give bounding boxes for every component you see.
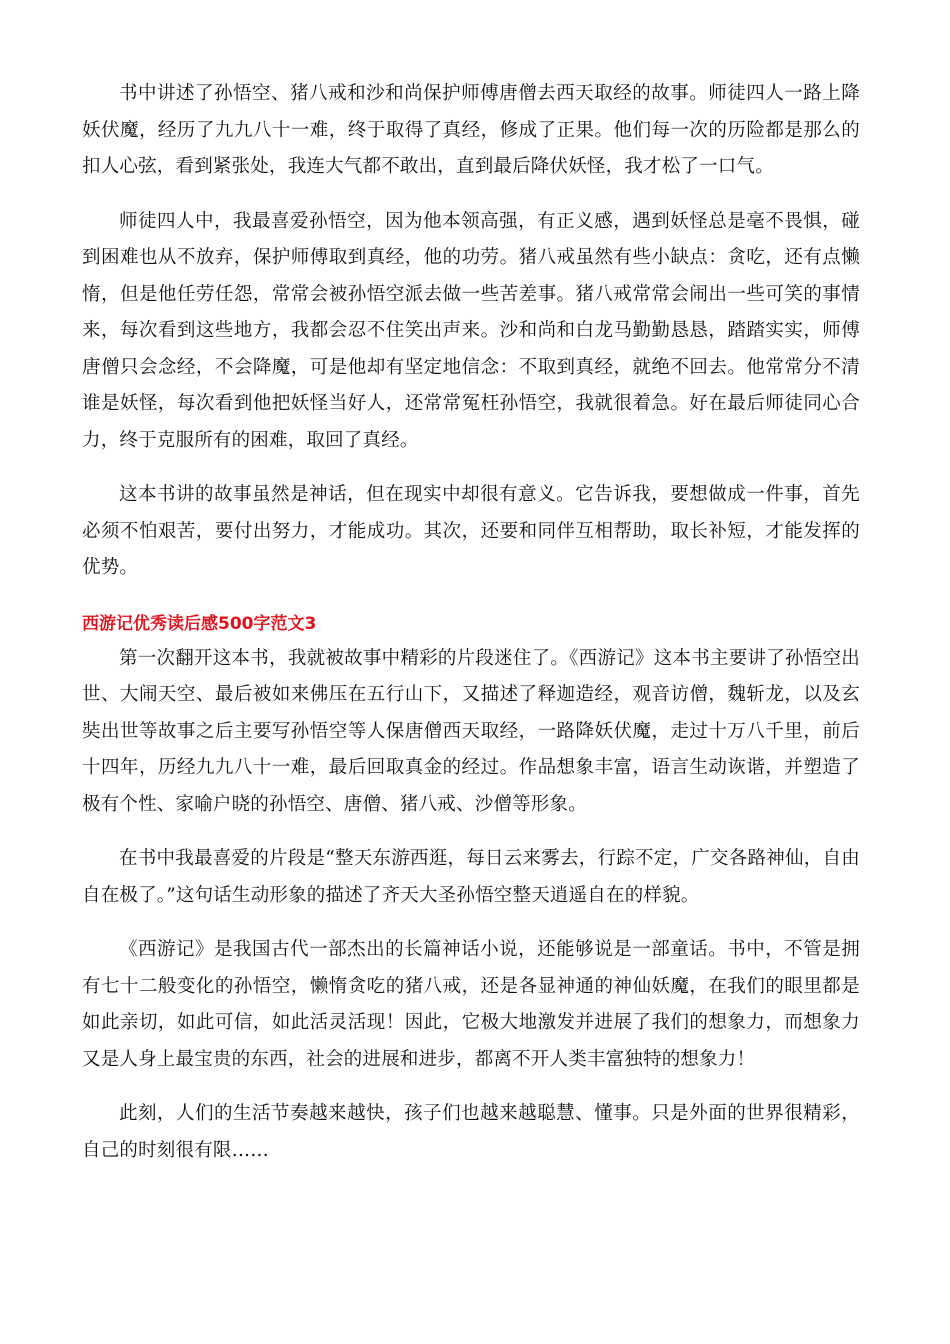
paragraph: 此刻，人们的生活节奏越来越快，孩子们也越来越聪慧、懂事。只是外面的世界很精彩，自己的时刻很有限…… bbox=[82, 1103, 860, 1161]
section-heading: 西游记优秀读后感500字范文3 bbox=[82, 613, 317, 634]
paragraph: 这本书讲的故事虽然是神话，但在现实中却很有意义。它告诉我，要想做成一件事，首先必须不怕艰苦，要付出努力，才能成功。其次，还要和同伴互相帮助，取长补短，才能发挥的优势。 bbox=[82, 484, 860, 578]
document-page bbox=[82, 76, 860, 1169]
paragraph: 师徒四人中，我最喜爱孙悟空，因为他本领高强，有正义感，遇到妖怪总是毫不畏惧，碰到困难也从不放弃，保护师傅取到真经，他的功劳。猪八戒虽然有些小缺点：贪吃，还有点懒惰，但是他任劳任怨，常常会被孙悟空派去做一些苦差事。猪八戒常常会闹出一些可笑的事情来，每次看到这些地方，我都会忍不住笑出声来。沙和尚和白龙马勤勤恳恳，踏踏实实，师傅唐僧只会念经，不会降魔，可是他却有坚定地信念：不取到真经，就绝不回去。他常常分不清谁是妖怪，每次看到他把妖怪当好人，还常常冤枉孙悟空，我就很着急。好在最后师徒同心合力，终于克服所有的困难，取回了真经。 bbox=[82, 210, 860, 451]
paragraph: 第一次翻开这本书，我就被故事中精彩的片段迷住了。《西游记》这本书主要讲了孙悟空出世、大闹天空、最后被如来佛压在五行山下，又描述了释迦造经，观音访僧，魏斩龙，以及玄奘出世等故事之后主要写孙悟空等人保唐僧西天取经，一路降妖伏魔，走过十万八千里，前后十四年，历经九九八十一难，最后回取真金的经过。作品想象丰富，语言生动诙谐，并塑造了极有个性、家喻户晓的孙悟空、唐僧、猪八戒、沙僧等形象。 bbox=[82, 647, 860, 815]
paragraph: 书中讲述了孙悟空、猪八戒和沙和尚保护师傅唐僧去西天取经的故事。师徒四人一路上降妖伏魔，经历了九九八十一难，终于取得了真经，修成了正果。他们每一次的历险都是那么的扣人心弦，看到紧张处，我连大气都不敢出，直到最后降伏妖怪，我才松了一口气。 bbox=[82, 83, 860, 177]
paragraph: 在书中我最喜爱的片段是“整天东游西逛，每日云来雾去，行踪不定，广交各路神仙，自由自在极了。”这句话生动形象的描述了齐天大圣孙悟空整天逍遥自在的样貌。 bbox=[82, 848, 860, 906]
paragraph: 《西游记》是我国古代一部杰出的长篇神话小说，还能够说是一部童话。书中，不管是拥有七十二般变化的孙悟空，懒惰贪吃的猪八戒，还是各显神通的神仙妖魔，在我们的眼里都是如此亲切，如此可信，如此活灵活现！因此，它极大地激发并进展了我们的想象力，而想象力又是人身上最宝贵的东西，社会的进展和进步，都离不开人类丰富独特的想象力！ bbox=[82, 939, 860, 1070]
